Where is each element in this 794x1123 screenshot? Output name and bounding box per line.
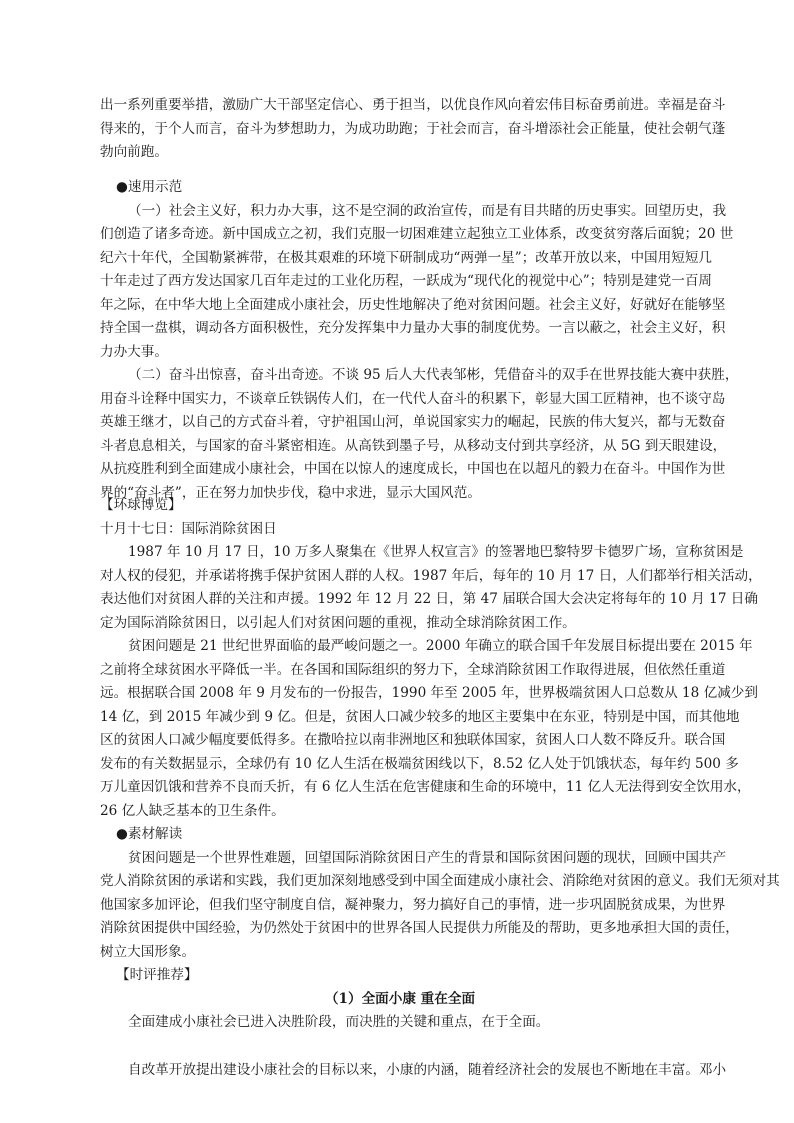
text-line: 1987 年 10 月 17 日，10 万多人聚集在《世界人权宣言》的签署地巴黎特罗卡德罗广场，宣称贫困是 (128, 544, 744, 560)
text-line: 十年走过了西方发达国家几百年走过的工业化历程，一跃成为“现代化的视觉中心”；特别是建党一百周 (100, 273, 713, 289)
text-line: 纪六十年代，全国勒紧裤带，在极其艰难的环境下研制成功“两弹一星”；改革开放以来，中国用短短几 (100, 249, 713, 266)
global-overview-section (100, 494, 762, 823)
text-line: 党人消除贫困的承诺和实践，我们更加深刻地感受到中国全面建成小康社会、消除绝对贫困的意义。我们无须对其 (100, 873, 780, 889)
text-line: 得来的，于个人而言，奋斗为梦想助力，为成功助跑；于社会而言，奋斗增添社会正能量，使社会朝气蓬 (100, 120, 726, 137)
text-line: 他国家多加评论，但我们坚守制度自信，凝神聚力，努力搞好自己的事情，进一步巩固脱贫成果，为世界 (100, 896, 726, 913)
text-line: 定为国际消除贫困日，以引起人们对贫困问题的重视，推动全球消除贫困工作。 (100, 614, 576, 631)
article-title: （1）全面小康 重在全面 (324, 990, 476, 1007)
text-line: 对人权的侵犯，并承诺将携手保护贫困人群的人权。1987 年后，每年的 10 月 17 日，人们都举行相关活动， (100, 567, 762, 584)
section-heading: 【环球博览】 (100, 497, 182, 513)
text-line: 斗者息息相关，与国家的奋斗紧密相连。从高铁到墨子号，从移动支付到共享经济，从 5G 到天眼建设， (100, 437, 727, 454)
text-line: 英雄王继才，以自己的方式奋斗着，守护祖国山河，单说国家实力的崛起，民族的伟大复兴，都与无数奋 (100, 414, 726, 430)
text-line: 出一系列重要举措，激励广大干部坚定信心、勇于担当，以优良作风向着宏伟目标奋勇前进。幸福是奋斗 (100, 97, 726, 113)
section-heading: ●速用示范 (116, 179, 183, 195)
text-line: 贫困问题是一个世界性难题，回望国际消除贫困日产生的背景和国际贫困问题的现状，回顾中国共产 (128, 849, 727, 866)
text-line: 表达他们对贫困人群的关注和声援。1992 年 12 月 22 日，第 47 届联合国大会决定将每年的 10 月 17 日确 (100, 591, 758, 607)
text-line: 消除贫困提供中国经验，为仍然处于贫困中的世界各国人民提供力所能及的帮助，更多地承担大国的责任， (100, 920, 739, 936)
text-line: 用奋斗诠释中国实力，不谈章丘铁锅传人们，在一代代人奋斗的积累下，彰显大国工匠精神，也不谈守岛 (100, 390, 726, 407)
text-line: 全面建成小康社会已进入决胜阶段，而决胜的关键和重点，在于全面。 (128, 1014, 550, 1030)
section-subheading: 十月十七日：国际消除贫困日 (100, 520, 277, 537)
text-line: 区的贫困人口减少幅度要低得多。在撒哈拉以南非洲地区和独联体国家，贫困人口人数不降反升。联合国 (100, 732, 726, 748)
material-interpretation-section (100, 823, 780, 964)
text-line: 界的“奋斗者”，正在努力加快步伐，稳中求进，显示大国风范。 (100, 484, 481, 501)
text-line: 远。根据联合国 2008 年 9 月发布的一份报告，1990 年至 2005 年，世界极端贫困人口总数从 18 亿减少到 (100, 685, 758, 701)
text-line: 持全国一盘棋，调动各方面积极性，充分发挥集中力量办大事的制度优势。一言以蔽之，社会主义好，积 (100, 320, 726, 336)
text-line: 发布的有关数据显示，全球仍有 10 亿人生活在极端贫困线以下，8.52 亿人处于饥饿状态，每年约 500 多 (100, 755, 739, 772)
text-line: 万儿童因饥饿和营养不良而夭折，有 6 亿人生活在危害健康和生命的环境中，11 亿人无法得到安全饮用水， (100, 779, 751, 795)
text-line: 贫困问题是 21 世纪世界面临的最严峻问题之一。2000 年确立的联合国千年发展目标提出要在 2015 年 (128, 638, 753, 654)
intro-paragraph (100, 94, 726, 165)
text-line: 年之际，在中华大地上全面建成小康社会，历史性地解决了绝对贫困问题。社会主义好，好就好在能够坚 (100, 296, 726, 313)
text-line: 力办大事。 (100, 343, 168, 360)
text-line: 之前将全球贫困水平降低一半。在各国和国际组织的努力下，全球消除贫困工作取得进展，但依然任重道 (100, 661, 726, 678)
text-line: 勃向前跑。 (100, 144, 168, 160)
usage-example-section (100, 176, 739, 505)
section-heading: ●素材解读 (116, 826, 183, 842)
text-line: （二）奋斗出惊喜，奋斗出奇迹。不谈 95 后人大代表邹彬，凭借奋斗的双手在世界技能大赛中获胜， (128, 367, 739, 383)
text-line: 14 亿，到 2015 年减少到 9 亿。但是，贫困人口减少较多的地区主要集中在东亚，特别是中国，而其他地 (100, 708, 740, 725)
text-line: （一）社会主义好，积力办大事，这不是空洞的政治宣传，而是有目共睹的历史事实。回望历史，我 (128, 202, 727, 219)
section-heading: 【时评推荐】 (116, 967, 198, 983)
text-line: 们创造了诸多奇迹。新中国成立之初，我们克服一切困难建立起独立工业体系，改变贫穷落后面貌；20 世 (100, 226, 734, 242)
text-line: 26 亿人缺乏基本的卫生条件。 (100, 802, 285, 819)
text-line: 自改革开放提出建设小康社会的目标以来，小康的内涵，随着经济社会的发展也不断地在丰富。邓小 (128, 1061, 727, 1078)
text-line: 从抗疫胜利到全面建成小康社会，中国在以惊人的速度成长，中国也在以超凡的毅力在奋斗。中国作为世 (100, 461, 726, 477)
text-line: 树立大国形象。 (100, 943, 196, 960)
commentary-section (100, 964, 727, 1082)
